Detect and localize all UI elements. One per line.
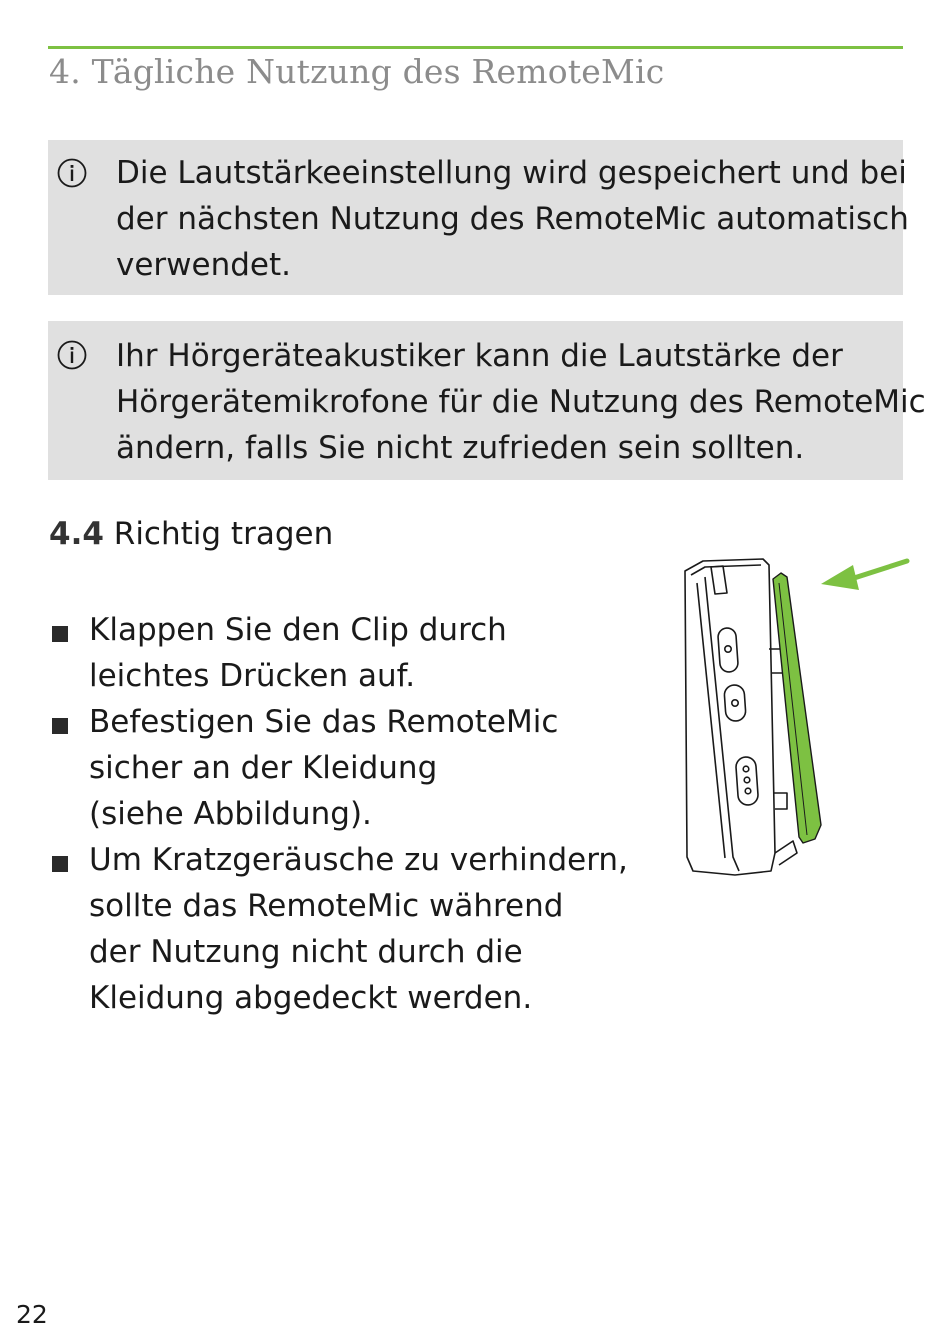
bullet-line: sicher an der Kleidung (89, 750, 438, 786)
list-item (49, 699, 628, 837)
note-line: der nächsten Nutzung des RemoteMic automatisch (116, 201, 909, 237)
note-line: Ihr Hörgeräteakustiker kann die Lautstärke der (116, 338, 843, 374)
remotemic-clip-illustration (675, 553, 915, 883)
note-line: verwendet. (116, 247, 291, 283)
note-line: Die Lautstärkeeinstellung wird gespeichert und bei (116, 155, 907, 191)
bullet-line: leichtes Drücken auf. (89, 658, 416, 694)
section-number: 4.4 (49, 516, 104, 552)
section-title: Richtig tragen (113, 516, 334, 552)
bullet-line: sollte das RemoteMic während (89, 888, 564, 924)
bullet-list (49, 607, 628, 1021)
bullet-line: Um Kratzgeräusche zu verhindern, (89, 842, 628, 878)
note-line: ändern, falls Sie nicht zufrieden sein sollten. (116, 430, 805, 466)
info-note-text (116, 150, 909, 288)
list-item (49, 607, 628, 699)
info-icon (57, 158, 87, 188)
note-line: Hörgerätemikrofone für die Nutzung des RemoteMic (116, 384, 926, 420)
info-note (48, 321, 926, 480)
bullet-line: Kleidung abgedeckt werden. (89, 980, 533, 1016)
bullet-line: Befestigen Sie das RemoteMic (89, 704, 559, 740)
section-heading (49, 516, 333, 552)
info-note (48, 140, 909, 295)
info-note-text (116, 333, 926, 471)
list-item (49, 837, 628, 1021)
page-number: 22 (16, 1300, 48, 1329)
bullet-square-icon (52, 626, 68, 642)
bullet-line: Klappen Sie den Clip durch (89, 612, 507, 648)
info-icon (57, 340, 87, 370)
arrow-icon (821, 561, 907, 590)
bullet-line: der Nutzung nicht durch die (89, 934, 523, 970)
bullet-square-icon (52, 856, 68, 872)
green-clip-icon (773, 573, 821, 843)
chapter-title: 4. Tägliche Nutzung des RemoteMic (49, 52, 665, 91)
bullet-square-icon (52, 718, 68, 734)
bullet-line: (siehe Abbildung). (89, 796, 372, 832)
header-rule (48, 46, 903, 49)
